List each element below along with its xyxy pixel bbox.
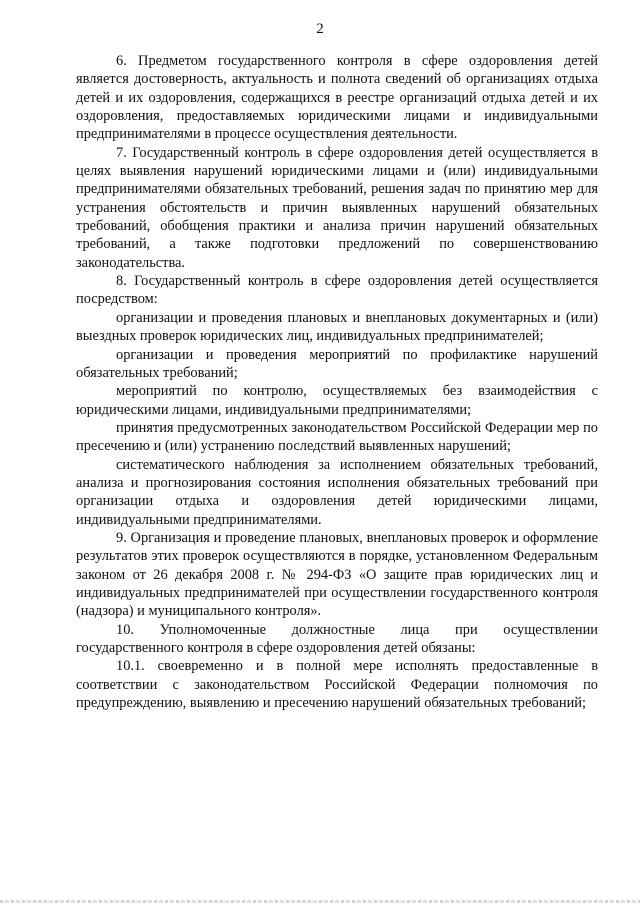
document-body (76, 52, 598, 712)
paragraph-7-purpose-of-control: 7. Государственный контроль в сфере оздоровления детей осуществляется в целях выявления нарушений юридическими лицами и (или) индивидуальными предпринимателями обязательных требований, решения задач по принятию мер для устранения обстоятельств и причин выявленных нарушений обязательных требований, обобщения практики и анализа причин нарушений обязательных требований, а также подготовки предложений по совершенствованию законодательства. (76, 144, 598, 271)
list-item-systematic-monitoring: систематического наблюдения за исполнением обязательных требований, анализа и прогнозирования состояния исполнения обязательных требований при организации отдыха и оздоровления детей юридическими лицами, индивидуальными предпринимателями. (76, 456, 598, 528)
page-number: 2 (316, 21, 324, 37)
paragraph-6-subject-of-control: 6. Предметом государственного контроля в сфере оздоровления детей является достоверность, актуальность и полнота сведений об организациях отдыха детей и их оздоровления, содержащихся в реестре организаций отдыха детей и их оздоровления, предоставляемых юридическими лицами и индивидуальными предпринимателями в процессе осуществления деятельности. (76, 53, 598, 143)
paragraph-10-officials-duties: 10. Уполномоченные должностные лица при осуществлении государственного контроля в сфере оздоровления детей обязаны: (76, 621, 598, 656)
list-item-suppression-measures: принятия предусмотренных законодательством Российской Федерации мер по пресечению и (или) устранению последствий выявленных нарушений; (76, 419, 598, 455)
paragraph-8-means-of-control: 8. Государственный контроль в сфере оздоровления детей осуществляется посредством: (76, 273, 598, 308)
scan-artifact-line (0, 900, 640, 903)
list-item-control-without-interaction: мероприятий по контролю, осуществляемых без взаимодействия с юридическими лицами, индивидуальными предпринимателями; (76, 383, 598, 418)
list-item-inspections: организации и проведения плановых и внеплановых документарных и (или) выездных проверок юридических лиц, индивидуальных предпринимателей; (76, 309, 598, 345)
paragraph-10-1-duty: 10.1. своевременно и в полной мере исполнять предоставленные в соответствии с законодательством Российской Федерации полномочия по предупреждению, выявлению и пресечению нарушений обязательных требований; (76, 658, 598, 712)
list-item-prevention: организации и проведения мероприятий по профилактике нарушений обязательных требований; (76, 346, 598, 381)
paragraph-9-inspection-procedure: 9. Организация и проведение плановых, внеплановых проверок и оформление результатов этих проверок осуществляются в порядке, установленном Федеральным законом от 26 декабря 2008 г. № 294-ФЗ «О защите прав юридических лиц и индивидуальных предпринимателей при осуществлении государственного контроля (надзора) и муниципального контроля». (76, 529, 598, 620)
